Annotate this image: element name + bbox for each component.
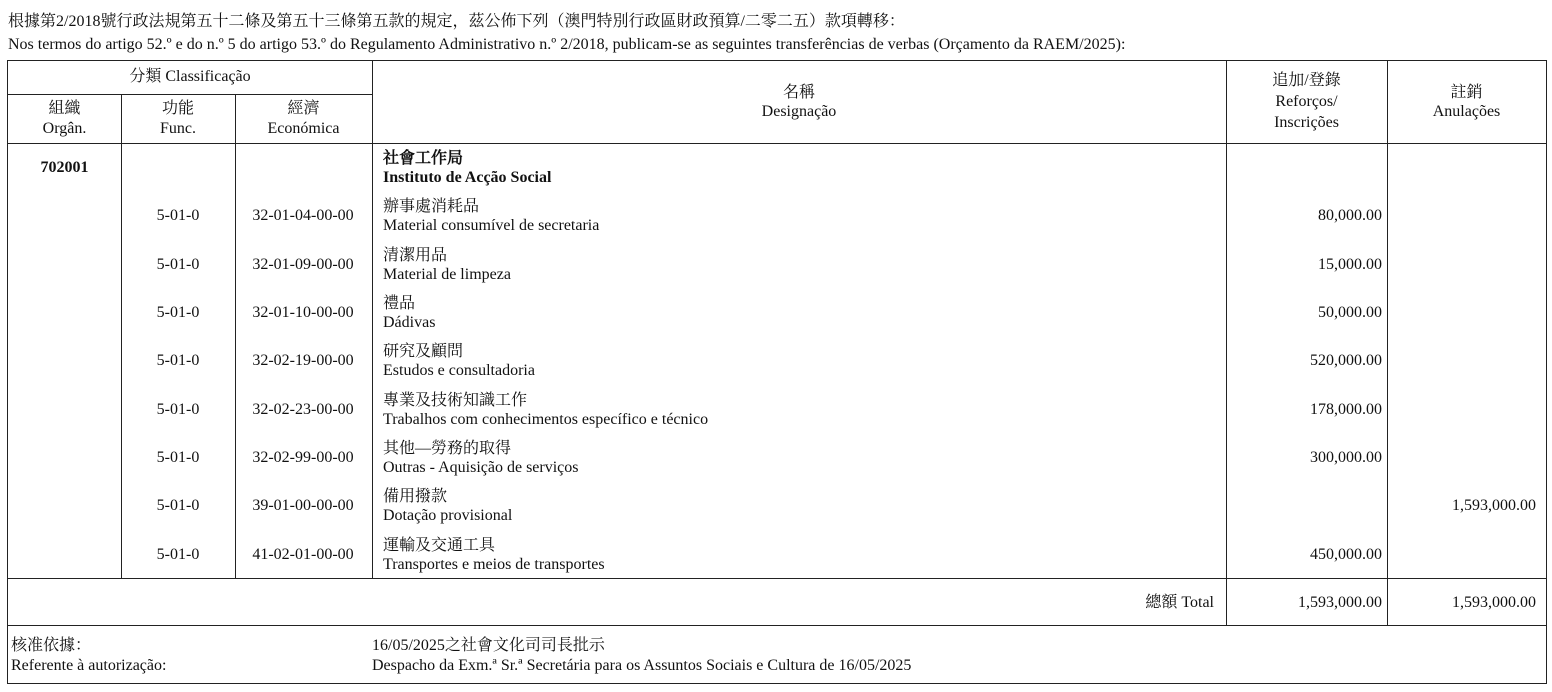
row-name-zh: 禮品 [383, 295, 416, 312]
row-name-pt: Dádivas [383, 314, 436, 331]
col-divider-reinforcement-annulment [1387, 61, 1388, 625]
row-name-pt: Material consumível de secretaria [383, 217, 600, 234]
row-econ-code: 41-02-01-00-00 [252, 546, 354, 563]
organ-name-zh: 社會工作局 [383, 150, 464, 167]
row-name-pt: Outras - Aquisição de serviços [383, 459, 579, 476]
row-name-zh: 辦事處消耗品 [383, 198, 480, 215]
row-func-code: 5-01-0 [156, 546, 200, 563]
organ-header-zh: 組織 [48, 100, 81, 117]
row-reinforcement-amount: 450,000.00 [1310, 546, 1382, 563]
row-annulment-amount: 1,593,000.00 [1452, 497, 1536, 514]
organ-code: 702001 [40, 159, 89, 176]
row-econ-code: 32-01-04-00-00 [252, 207, 354, 224]
name-header-pt: Designação [761, 103, 837, 120]
intro-text-portuguese: Nos termos do artigo 52.º e do n.º 5 do artigo 53.º do Regulamento Administrativo n.º 2/2018, publicam-se as seguintes transferências de verbas (Orçamento da RAEM/2025): [8, 36, 1126, 53]
row-econ-code: 39-01-00-00-00 [252, 497, 354, 514]
row-func-code: 5-01-0 [156, 256, 200, 273]
row-reinforcement-amount: 178,000.00 [1310, 401, 1382, 418]
total-annulment: 1,593,000.00 [1452, 594, 1536, 611]
row-func-code: 5-01-0 [156, 401, 200, 418]
row-reinforcement-amount: 300,000.00 [1310, 449, 1382, 466]
total-reinforcement: 1,593,000.00 [1298, 594, 1382, 611]
econ-header-pt: Económica [267, 120, 340, 137]
row-func-code: 5-01-0 [156, 304, 200, 321]
row-func-code: 5-01-0 [156, 207, 200, 224]
row-func-code: 5-01-0 [156, 497, 200, 514]
row-econ-code: 32-02-19-00-00 [252, 352, 354, 369]
annulment-header-zh: 註銷 [1450, 84, 1483, 101]
row-name-zh: 備用撥款 [383, 488, 448, 505]
row-func-code: 5-01-0 [156, 449, 200, 466]
annulment-header-pt: Anulações [1432, 103, 1501, 120]
row-name-pt: Estudos e consultadoria [383, 362, 535, 379]
func-header-zh: 功能 [161, 100, 194, 117]
row-func-code: 5-01-0 [156, 352, 200, 369]
organ-header-pt: Orgân. [42, 120, 87, 137]
func-header-pt: Func. [160, 120, 196, 137]
reinforcement-header-zh: 追加/登錄 [1272, 72, 1341, 89]
intro-text-chinese: 根據第2/2018號行政法規第五十二條及第五十三條第五款的規定，茲公佈下列（澳門特別行政區財政預算/二零二五）款項轉移： [8, 13, 905, 30]
row-name-zh: 運輸及交通工具 [383, 537, 496, 554]
authorization-label-pt: Referente à autorização: [11, 657, 167, 674]
reinforcement-header-pt: Reforços/ [1275, 93, 1338, 110]
row-name-zh: 研究及顧問 [383, 343, 464, 360]
row-reinforcement-amount: 50,000.00 [1318, 304, 1382, 321]
total-bottom-line [8, 625, 1546, 626]
transfer-table [7, 60, 1547, 684]
row-econ-code: 32-02-23-00-00 [252, 401, 354, 418]
organ-name-pt: Instituto de Acção Social [383, 169, 552, 186]
classification-underline [8, 94, 372, 95]
row-econ-code: 32-01-09-00-00 [252, 256, 354, 273]
row-name-zh: 清潔用品 [383, 247, 448, 264]
reinforcement-header-pt2: Inscrições [1274, 114, 1339, 131]
authorization-text-zh: 16/05/2025之社會文化司司長批示 [372, 637, 605, 654]
row-name-pt: Material de limpeza [383, 266, 511, 283]
row-name-zh: 其他—勞務的取得 [383, 440, 512, 457]
col-divider-name-reinforcement [1226, 61, 1227, 625]
header-bottom-line [8, 143, 1546, 144]
name-header-zh: 名稱 [782, 84, 815, 101]
row-name-pt: Dotação provisional [383, 507, 513, 524]
econ-header-zh: 經濟 [287, 100, 320, 117]
row-name-zh: 專業及技術知識工作 [383, 392, 528, 409]
total-label: 總額 Total [1145, 594, 1214, 611]
body-bottom-line [8, 578, 1546, 579]
row-reinforcement-amount: 520,000.00 [1310, 352, 1382, 369]
row-econ-code: 32-01-10-00-00 [252, 304, 354, 321]
row-name-pt: Trabalhos com conhecimentos específico e técnico [383, 411, 709, 428]
authorization-text-pt: Despacho da Exm.ª Sr.ª Secretária para os Assuntos Sociais e Cultura de 16/05/2025 [372, 657, 912, 674]
authorization-label-zh: 核准依據： [11, 637, 92, 654]
row-econ-code: 32-02-99-00-00 [252, 449, 354, 466]
row-name-pt: Transportes e meios de transportes [383, 556, 605, 573]
classification-header: 分類 Classificação [129, 68, 251, 85]
row-reinforcement-amount: 80,000.00 [1318, 207, 1382, 224]
row-reinforcement-amount: 15,000.00 [1318, 256, 1382, 273]
col-divider-econ-name [372, 61, 373, 578]
